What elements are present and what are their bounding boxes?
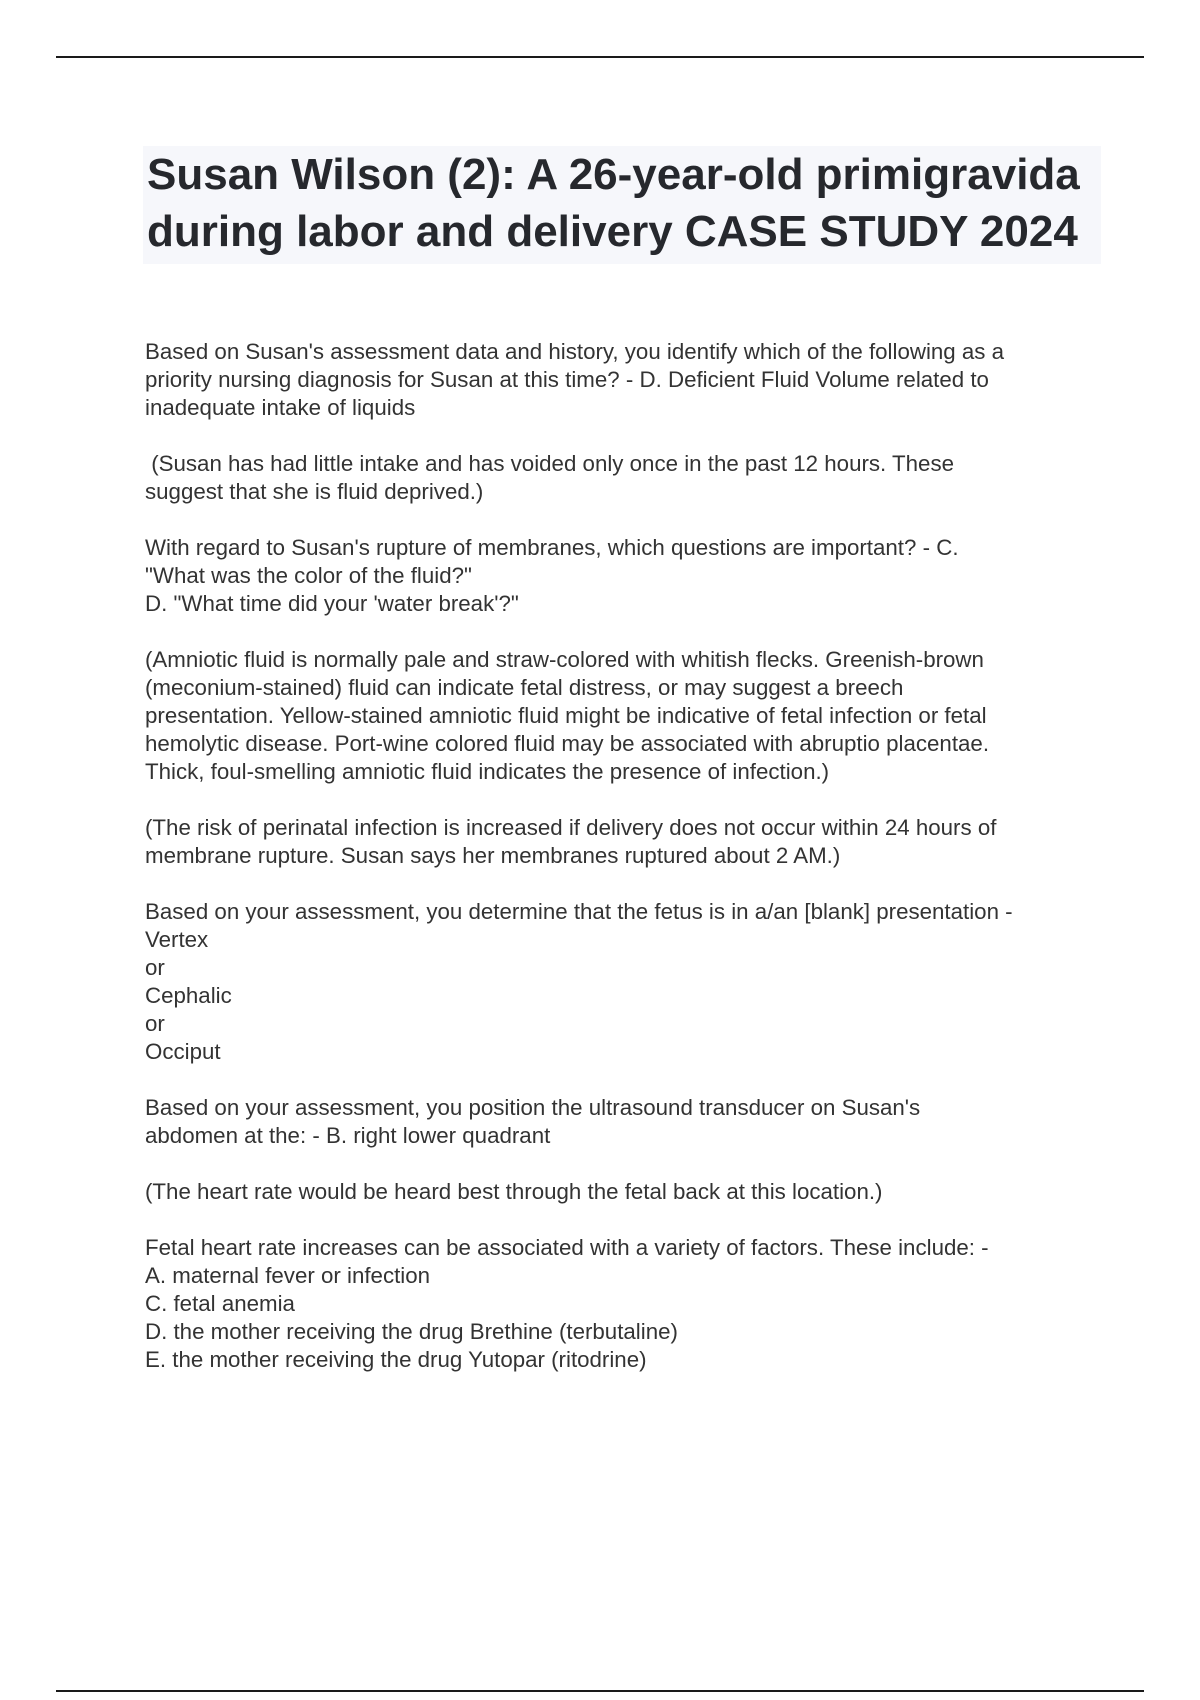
paragraph xyxy=(145,646,1090,786)
text-line: Based on your assessment, you determine that the fetus is in a/an [blank] presentation - xyxy=(145,899,1013,924)
paragraph xyxy=(145,338,1090,422)
document-title: Susan Wilson (2): A 26-year-old primigravida during labor and delivery CASE STUDY 2024 xyxy=(147,150,1080,256)
text-line: E. the mother receiving the drug Yutopar (ritodrine) xyxy=(145,1347,647,1372)
text-line: Thick, foul-smelling amniotic fluid indicates the presence of infection.) xyxy=(145,759,830,784)
text-line: presentation. Yellow-stained amniotic fluid might be indicative of fetal infection or fetal xyxy=(145,703,987,728)
text-line: "What was the color of the fluid?" xyxy=(145,563,472,588)
paragraph xyxy=(145,898,1090,1066)
text-line: Based on your assessment, you position the ultrasound transducer on Susan's xyxy=(145,1095,921,1120)
text-line: Occiput xyxy=(145,1039,221,1064)
text-line: (Susan has had little intake and has voided only once in the past 12 hours. These xyxy=(145,451,955,476)
text-line: (meconium-stained) fluid can indicate fetal distress, or may suggest a breech xyxy=(145,675,904,700)
bottom-divider xyxy=(56,1690,1144,1692)
text-line: (The heart rate would be heard best through the fetal back at this location.) xyxy=(145,1179,883,1204)
paragraph xyxy=(145,814,1090,870)
text-line: inadequate intake of liquids xyxy=(145,395,416,420)
text-line: (The risk of perinatal infection is increased if delivery does not occur within 24 hours of xyxy=(145,815,997,840)
text-line: A. maternal fever or infection xyxy=(145,1263,431,1288)
text-line: membrane rupture. Susan says her membranes ruptured about 2 AM.) xyxy=(145,843,841,868)
text-line: Based on Susan's assessment data and history, you identify which of the following as a xyxy=(145,339,1005,364)
text-line: C. fetal anemia xyxy=(145,1291,295,1316)
text-line: D. "What time did your 'water break'?" xyxy=(145,591,519,616)
text-line: Fetal heart rate increases can be associated with a variety of factors. These include: - xyxy=(145,1235,989,1260)
paragraph xyxy=(145,1094,1090,1150)
text-line: hemolytic disease. Port-wine colored fluid may be associated with abruptio placentae. xyxy=(145,731,990,756)
text-line: (Amniotic fluid is normally pale and straw-colored with whitish flecks. Greenish-brown xyxy=(145,647,984,672)
paragraph xyxy=(145,450,1090,506)
paragraph xyxy=(145,1178,1090,1206)
title-block xyxy=(143,146,1101,264)
text-line: or xyxy=(145,955,165,980)
top-divider xyxy=(56,56,1144,58)
document-body xyxy=(145,338,1090,1402)
paragraph xyxy=(145,534,1090,618)
text-line: Vertex xyxy=(145,927,209,952)
text-line: Cephalic xyxy=(145,983,232,1008)
text-line: With regard to Susan's rupture of membranes, which questions are important? - C. xyxy=(145,535,959,560)
text-line: priority nursing diagnosis for Susan at this time? - D. Deficient Fluid Volume related to xyxy=(145,367,989,392)
text-line: abdomen at the: - B. right lower quadrant xyxy=(145,1123,551,1148)
text-line: suggest that she is fluid deprived.) xyxy=(145,479,484,504)
paragraph xyxy=(145,1234,1090,1374)
text-line: or xyxy=(145,1011,165,1036)
text-line: D. the mother receiving the drug Brethine (terbutaline) xyxy=(145,1319,678,1344)
